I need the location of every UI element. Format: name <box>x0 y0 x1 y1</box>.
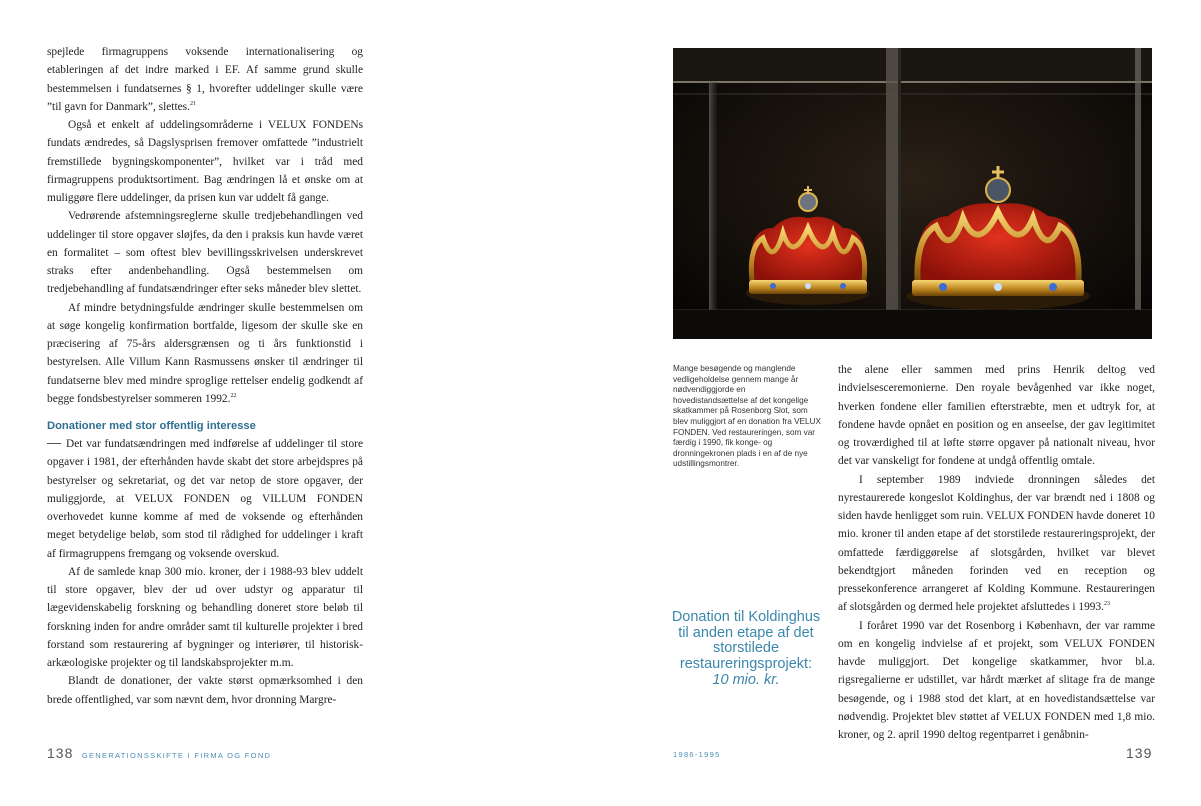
paragraph: Af de samlede knap 300 mio. kroner, der i 1988-93 blev uddelt til store opgaver, blev der ud over udstyr og apparatur til lægevidenskabelig forskning og behandling doneret store beløb til forskning inden for andre områder samt til kulturelle projekter i bred forstand som restaurering af bygninger og interiører, til historisk-arkæologiske projekter og til landskabsprojekter m.m. <box>47 565 363 669</box>
paragraph: Vedrørende afstemningsreglerne skulle tredjebehandlingen ved uddelinger til store opgaver sløjfes, da den i praksis kun havde været en formalitet – som oftest blev bevillingsskrivelsen underskrevet straks efter andenbehandling. Også bestemmelsen om tredjebehandling af fundatsændringer efter seks måneder blev slettet. <box>47 210 363 296</box>
running-head: GENERATIONSSKIFTE I FIRMA OG FOND <box>81 751 272 760</box>
footnote-marker: 22 <box>230 392 237 399</box>
paragraph: Af mindre betydningsfulde ændringer skulle bestemmelsen om at søge kongelig konfirmation bortfalde, ligesom der skulle ske en præcisering af 75-års aldersgrænsen og ti års funktionstid i bestyrelsen. Alle Villum Kann Rasmussens ønsker til ændringer til fundatserne blev med mindre sproglige rettelser endelig godkendt af begge fondsbestyrelser sommeren 1992.22 <box>47 301 363 405</box>
left-text-column <box>47 43 363 709</box>
left-footer <box>47 745 271 763</box>
paragraph: the alene eller sammen med prins Henrik deltog ved indvielsesceremonierne. Den royale bevågenhed var ikke noget, hverken fondene eller familien efterstræbte, men et udtryk for, at fondene havde opnået en position og en anseelse, der gav legitimitet og troværdighed til at løfte større opgaver på nationalt niveau, hvor det var vanskeligt for fondene at undgå offentlig omtale. <box>838 364 1155 468</box>
footnote-marker: 23 <box>1104 601 1111 608</box>
right-text-column <box>838 361 1155 744</box>
section-heading: Donationer med stor offentlig interesse <box>47 420 256 432</box>
right-page <box>600 0 1201 806</box>
paragraph: Blandt de donationer, der vakte størst opmærksomhed i den brede offentlighed, var som nævnt dem, hvor dronning Margre- <box>47 675 363 706</box>
paragraph: Det var fundatsændringen med indførelse af uddelinger til store opgaver i 1981, der efterhånden havde skabt det store arbejdspres på bestyrelser og sekretariat, og det var netop de store opgaver, der muliggjorde, at VELUX FONDEN og VILLUM FONDEN overhovedet kunne komme af med de voksende og efterhånden meget betydelige beløb, som stod til rådighed for uddelinger i kraft af firmagruppens fremgang og voksende overskud. <box>47 438 363 560</box>
crowns-illustration <box>673 48 1152 339</box>
em-rule <box>47 443 61 444</box>
paragraph: I foråret 1990 var det Rosenborg i København, der var ramme om en kongelig indvielse af et projekt, som VELUX FONDEN havde muliggjort. Det kongelige skatkammer, hvor bl.a. rigsregalierne er udstillet, var hårdt mærket af slitage fra de mange besøgende, og i 1988 stod det klart, at en hovedistandsættelse var nødvendig. Projektet blev støttet af VELUX FONDEN med 1,8 mio. kroner, og 2. april 1990 deltog regentparret i genåbnin- <box>838 619 1155 741</box>
paragraph: I september 1989 indviede dronningen således det nyrestaurerede kongeslot Koldinghus, der var brændt ned i 1808 og siden havde henligget som ruin. VELUX FONDEN havde doneret 10 mio. kroner til anden etape af det storstilede restaureringsprojekt, der omfattede færdiggørelse af slotsgården, hvilket var blevet bekendtgjort måneden forinden ved en reception og pressekonference arrangeret af Kolding Kommune. Restaureringen af slotsgården og dermed hele projektet afsluttedes i 1993.23 <box>838 473 1155 614</box>
crowns-photo <box>673 48 1152 339</box>
page-number: 138 <box>47 745 74 761</box>
paragraph: Også et enkelt af uddelingsområderne i VELUX FONDENs fundats ændredes, så Dagslysprisen fremover omfattede ”industrielt fremstillede bygningskomponenter”, hvilket var i tråd med firmagruppens produktsortiment. Bag ændringen lå et ønske om at muliggøre flere uddelinger, da prisen kun var uddelt få gange. <box>47 119 363 204</box>
pull-quote <box>670 610 822 689</box>
page-number: 139 <box>1126 745 1153 761</box>
footnote-marker: 21 <box>189 100 196 107</box>
running-head: 1986-1995 <box>673 750 721 759</box>
left-page <box>0 0 600 806</box>
pull-quote-text: Donation til Koldinghus til anden etape af det storstilede restaureringsprojekt: <box>671 609 821 673</box>
photo-caption: Mange besøgende og manglende vedligeholdelse gennem mange år nødvendiggjorde en hovedistandsættelse af det kongelige skatkammer på Rosenborg Slot, som blev muliggjort af en donation fra VELUX FONDEN. Ved restaureringen, som var færdig i 1990, fik konge- og dronningekronen plads i en af de nye udstillingsmontrer. <box>673 364 821 469</box>
paragraph: spejlede firmagruppens voksende internationalisering og etableringen af det indre marked i EF. Af samme grund skulle bestemmelsen i fundatsernes § 1, hvorefter uddelinger skulle være ”til gavn for Danmark”, slettes.$^{21}$ <box>47 46 363 113</box>
pull-quote-amount: 10 mio. kr. <box>712 671 780 688</box>
